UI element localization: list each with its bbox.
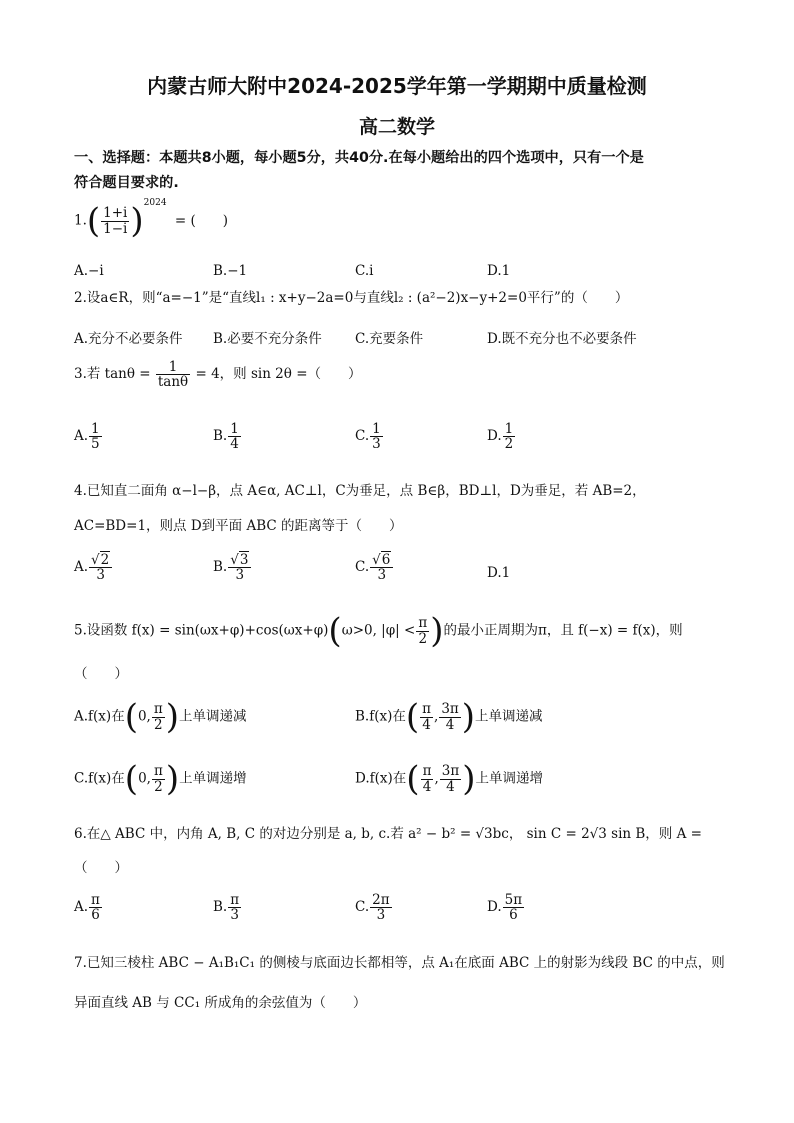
option-num: 1: [504, 421, 514, 437]
question-4-line1: 4.已知直二面角 α−l−β，点 A∈α, AC⊥l，C为垂足，点 B∈β，BD⊥l，D为垂足，若 AB=2，: [74, 483, 646, 499]
option-letter: D.: [355, 770, 370, 787]
q6-option-a[interactable]: [74, 893, 103, 922]
option-a-num: π: [422, 701, 432, 718]
q2-option-c[interactable]: C.充要条件: [355, 331, 424, 347]
q5-option-b[interactable]: B.f(x)在( $\frac{\pi}{4}$ , $\frac{3\pi}{4}$ )上单调递减: [355, 697, 543, 737]
option-den: 6: [91, 907, 100, 924]
option-a-num: π: [422, 763, 432, 780]
option-num: 2π: [372, 892, 390, 908]
q2-option-b[interactable]: B.必要不充分条件: [213, 331, 322, 347]
option-b-num: 3π: [441, 701, 459, 718]
option-letter: A.: [74, 559, 89, 576]
question-5: 5.设函数 f(x) = sin(ωx+φ)+cos(ωx+φ)(ω>0, |φ| < $\frac{\pi}{2}$ )的最小正周期为π，且 f(−x) = f(x)，则: [74, 611, 683, 651]
option-letter: B.: [213, 899, 228, 916]
q1-option-c[interactable]: C.i: [355, 263, 374, 279]
option-num: 5π: [504, 892, 523, 908]
q1-option-d[interactable]: D.1: [487, 263, 511, 279]
option-letter: D.: [487, 565, 502, 581]
option-b-den: 2: [154, 778, 163, 795]
question-3: [74, 360, 362, 389]
option-letter: B.: [355, 708, 370, 725]
q3-frac-num: 1: [156, 360, 190, 375]
page-title: 内蒙古师大附中2024-2025学年第一学期期中质量检测: [147, 74, 647, 98]
q6-option-d[interactable]: [487, 893, 525, 922]
q4-option-a[interactable]: A. $\frac{√2}{3}$: [74, 553, 113, 582]
question-1: 1.( $\frac{1+i}{1-i}$ )$^{2024}$ = ( ): [74, 198, 228, 241]
option-den: 3: [372, 436, 381, 453]
option-letter: C.: [74, 770, 89, 787]
option-left: 0,: [137, 708, 151, 725]
question-6-line1: 6.在△ ABC 中，内角 A, B, C 的对边分别是 a, b, c.若 a² − b² = √3bc， sin C = 2√3 sin B，则 A =: [74, 826, 702, 842]
option-den: 3: [230, 907, 239, 924]
option-den: 6: [509, 907, 518, 924]
q5-option-c[interactable]: C.f(x)在(0, $\frac{\pi}{2}$ )上单调递增: [74, 759, 247, 799]
option-a-den: 4: [422, 716, 431, 733]
q4-option-b[interactable]: B. $\frac{√3}{3}$: [213, 553, 252, 582]
option-a-den: 4: [422, 778, 432, 795]
option-tail: 上单调递减: [179, 708, 247, 725]
q4-option-c[interactable]: C. $\frac{√6}{3}$: [355, 553, 394, 582]
q1-option-b[interactable]: B.−1: [213, 263, 248, 279]
option-b-num: π: [153, 763, 163, 780]
section-instructions-line2: 符合题目要求的.: [74, 175, 179, 191]
option-den: 3: [376, 907, 386, 924]
option-b-den: 2: [154, 716, 163, 733]
option-value: 1: [501, 565, 511, 581]
option-b-num: π: [153, 701, 163, 718]
option-root: 2: [100, 552, 110, 568]
q5-cond-num: π: [418, 615, 428, 632]
section-instructions-line1: 一、选择题：本题共8小题，每小题5分，共40分.在每小题给出的四个选项中，只有一个是: [74, 150, 644, 166]
q2-option-a[interactable]: A.充分不必要条件: [74, 331, 183, 347]
q5-suffix: 的最小正周期为π，且 f(−x) = f(x)，则: [443, 622, 683, 639]
q5-option-d[interactable]: D.f(x)在( $\frac{\pi}{4}$ , $\frac{3\pi}{4}$ )上单调递增: [355, 759, 543, 799]
question-7-line1: 7.已知三棱柱 ABC − A₁B₁C₁ 的侧棱与底面边长都相等，点 A₁在底面 ABC 上的射影为线段 BC 的中点，则: [74, 955, 725, 971]
option-fx: f(x)在: [369, 708, 406, 725]
option-den: 2: [504, 436, 514, 453]
q1-option-a[interactable]: A.−i: [74, 263, 104, 279]
option-letter: C.: [355, 559, 370, 576]
option-letter: C.: [355, 428, 370, 445]
option-den: 4: [230, 436, 239, 453]
q1-frac-num: 1+i: [103, 205, 128, 222]
q1-exponent: 2024: [143, 198, 167, 208]
q3-option-d[interactable]: [487, 422, 516, 451]
option-tail: 上单调递减: [475, 708, 543, 725]
option-den: 3: [377, 567, 387, 584]
q4-option-d[interactable]: [487, 565, 510, 581]
option-letter: B.: [213, 559, 228, 576]
option-root: 6: [381, 552, 391, 568]
q3-prefix: 3.若 tanθ =: [74, 366, 151, 383]
q1-tail: = ( ): [174, 212, 228, 229]
option-fx: f(x)在: [369, 770, 407, 787]
q3-suffix: = 4，则 sin 2θ =（ ）: [195, 366, 362, 383]
option-num: π: [230, 892, 240, 908]
option-letter: A.: [74, 428, 89, 445]
question-5-line2: （ ）: [74, 666, 128, 682]
q3-option-a[interactable]: [74, 422, 103, 451]
option-b-num: 3π: [441, 763, 460, 780]
option-fx: f(x)在: [88, 708, 125, 725]
question-6-line2: （ ）: [74, 860, 128, 876]
option-den: 3: [235, 567, 245, 584]
option-den: 3: [96, 567, 105, 584]
option-root: 3: [239, 552, 249, 568]
option-letter: B.: [213, 428, 228, 445]
q5-prefix: 5.设函数 f(x) = sin(ωx+φ)+cos(ωx+φ): [74, 622, 329, 639]
q5-option-a[interactable]: A.f(x)在(0, $\frac{\pi}{2}$ )上单调递减: [74, 697, 247, 737]
option-b-den: 4: [445, 716, 455, 733]
option-left: 0,: [138, 770, 151, 787]
q3-frac-den: tanθ: [157, 374, 189, 391]
q6-option-b[interactable]: [213, 893, 242, 922]
option-num: 1: [230, 421, 239, 437]
page-subtitle: 高二数学: [358, 116, 435, 138]
option-tail: 上单调递增: [475, 770, 543, 787]
q3-option-b[interactable]: [213, 422, 242, 451]
q1-frac-den: 1−i: [103, 220, 128, 237]
q3-option-c[interactable]: [355, 422, 384, 451]
option-letter: C.: [355, 899, 370, 916]
question-4-line2: AC=BD=1，则点 D到平面 ABC 的距离等于（ ）: [74, 518, 403, 534]
q1-number: 1.: [74, 212, 87, 229]
q5-cond: ω>0, |φ| <: [341, 622, 416, 639]
option-num: 1: [91, 421, 100, 437]
option-num: 1: [372, 421, 381, 437]
option-tail: 上单调递增: [179, 770, 247, 787]
option-letter: D.: [487, 428, 502, 445]
option-den: 5: [91, 436, 100, 453]
option-num: π: [91, 892, 100, 908]
option-fx: f(x)在: [88, 770, 125, 787]
question-2: 2.设a∈R，则“a=−1”是“直线l₁ : x+y−2a=0与直线l₂ : (a²−2)x−y+2=0平行”的（ ）: [74, 290, 629, 306]
option-letter: A.: [74, 708, 89, 725]
option-letter: A.: [74, 899, 89, 916]
option-b-den: 4: [446, 778, 455, 795]
option-letter: D.: [487, 899, 502, 916]
q6-option-c[interactable]: [355, 893, 393, 922]
question-7-line2: 异面直线 AB 与 CC₁ 所成角的余弦值为（ ）: [74, 995, 367, 1011]
q2-option-d[interactable]: D.既不充分也不必要条件: [487, 331, 637, 347]
q5-cond-den: 2: [418, 630, 428, 647]
